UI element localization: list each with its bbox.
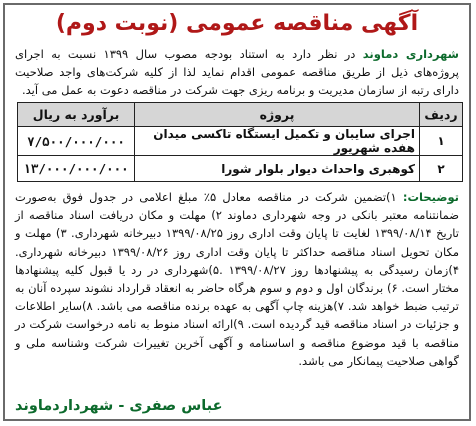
intro-text: در نظر دارد به استناد بودجه مصوب سال ۱۳۹۹ نسبت به اجرای پروژه‌های ذیل از طریق مناقصه عمومی اقدام نماید لذا از کلیه شرکت‌های واجد صلاحیت دارای رتبه از سازمان مدیریت و برنامه ریزی جهت شرکت در مناقصه دعوت به عمل می آید. xyxy=(15,47,459,97)
budget-value: ۷/۵۰۰/۰۰۰/۰۰۰ xyxy=(18,127,135,156)
budget-value: ۱۳/۰۰۰/۰۰۰/۰۰۰ xyxy=(18,156,135,182)
header-project: پروژه xyxy=(135,103,420,127)
projects-table xyxy=(17,102,463,182)
notes-lead: توضیحات: xyxy=(402,190,459,204)
table-row xyxy=(18,127,463,156)
header-budget: برآورد به ریال xyxy=(18,103,135,127)
intro-paragraph xyxy=(15,45,459,99)
notice-frame xyxy=(3,3,471,421)
organization-name: شهرداری دماوند xyxy=(362,47,459,61)
signature: عباس صفری - شهرداردماوند xyxy=(15,398,223,414)
table-row xyxy=(18,156,463,182)
row-number: ۲ xyxy=(420,156,463,182)
project-name: کوهبری واحداث دیوار بلوار شورا xyxy=(135,156,420,182)
notes-paragraph xyxy=(15,188,459,370)
table-header-row xyxy=(18,103,463,127)
project-name: اجرای سایبان و تکمیل ایستگاه تاکسی میدان هفده شهریور xyxy=(135,127,420,156)
notes-text: ۱)تضمین شرکت در مناقصه معادل ۵٪ مبلغ اعلامی در جدول فوق به‌صورت ضمانتنامه معتبر بانکی در وجه شهرداری دماوند ۲) مهلت و مکان دریافت اسناد مناقصه از تاریخ ۱۳۹۹/۰۸/۱۴ لغایت تا پایان وقت اداری روز ۱۳۹۹/۰۸/۲۵ دبیرخانه شهرداری. ۳) مهلت و مکان تحویل اسناد مناقصه حداکثر تا پایان وقت اداری روز ۱۳۹۹/۰۸/۲۶ دبیرخانه شهرداری. ۴)زمان رسیدگی به پیشنهادها روز ۱۳۹۹/۰۸/۲۷ .۵)شهرداری در رد یا قبول کلیه پیشنهادها مختار است. ۶) برندگان اول و دوم و سوم هرگاه حاضر به انعقاد قرارداد نشوند سپرده آنان به ترتیب ضبط خواهد شد. ۷)هزینه چاپ آگهی به عهده برنده مناقصه می باشد. ۸)سایر اطلاعات و جزئیات در اسناد مناقصه قید گردیده است. ۹)ارائه اسناد منوط به نامه درخواست شرکت در مناقصه با قید موضوع مناقصه و اساسنامه و آگهی آخرین تغییرات شرکت وشناسه ملی و گواهی صلاحیت پیمانکار می باشد. xyxy=(15,190,460,368)
notice-title: آگهی مناقصه عمومی (نوبت دوم) xyxy=(55,11,419,36)
header-row-number: ردیف xyxy=(420,103,463,127)
row-number: ۱ xyxy=(420,127,463,156)
